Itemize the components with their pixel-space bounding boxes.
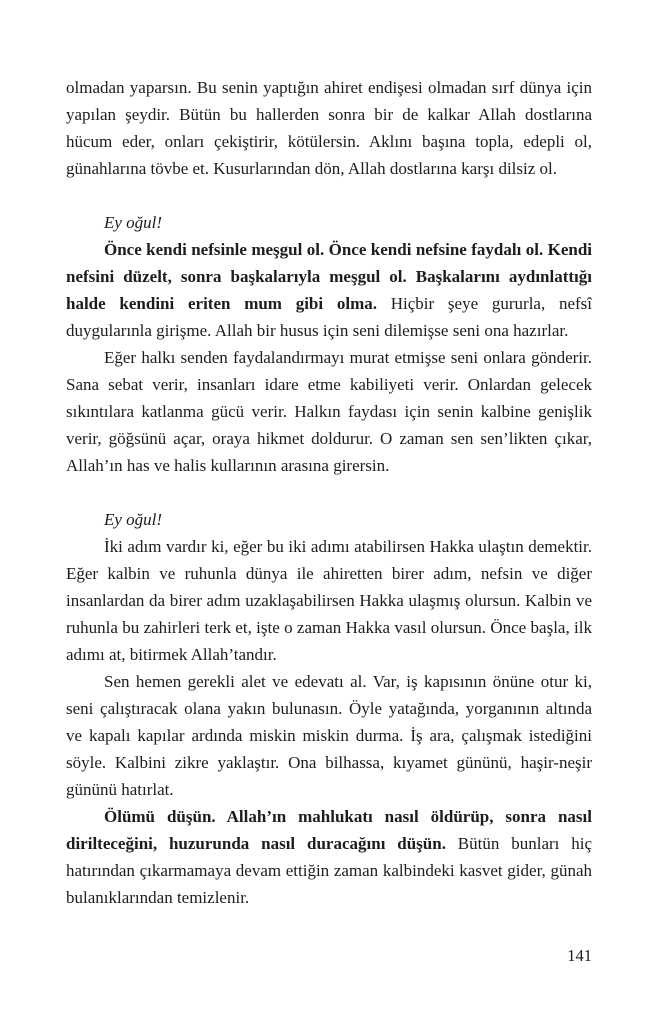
- salutation-text-1: Ey oğul!: [104, 213, 163, 232]
- paragraph-continuation: [66, 74, 592, 182]
- salutation-ey-ogul-1: [66, 209, 592, 236]
- paragraph-eger-halki: [66, 344, 592, 479]
- salutation-text-2: Ey oğul!: [104, 510, 163, 529]
- paragraph-sen-hemen-text: Sen hemen gerekli alet ve edevatı al. Var, iş kapısının önüne otur ki, seni çalıştıracak olana yakın bulunasın. Öyle yatağında, yorganının altında ve kapalı kapılar ardında miskin miskin durma. İş ara, çalışmak istediğini söyle. Kalbini zikre yaklaştır. Ona bilhassa, kıyamet gününü, haşir-neşir gününü hatırlat.: [66, 672, 592, 799]
- paragraph-once-kendi: [66, 236, 592, 344]
- paragraph-iki-adim-text: İki adım vardır ki, eğer bu iki adımı atabilirsen Hakka ulaştın demektir. Eğer kalbin ve ruhunla dünya ile ahiretten birer adım, nefsin ve diğer insanlardan da birer adım uzaklaşabilirsen Hakka ulaşmış olursun. Kalbin ve ruhunla bu zahirleri terk et, işte o zaman Hakka vasıl olursun. Önce başla, ilk adımı at, bitirmek Allah’tandır.: [66, 537, 592, 664]
- paragraph-eger-halki-text: Eğer halkı senden faydalandırmayı murat etmişse seni onlara gönderir. Sana sebat verir, insanları idare etme kabiliyeti verir. Onlardan gelecek sıkıntılara katlanma gücü verir. Halkın faydası için senin kalbine genişlik verir, göğsünü açar, oraya hikmet doldurur. O zaman sen sen’likten çıkar, Allah’ın has ve halis kullarının arasına girersin.: [66, 348, 592, 475]
- paragraph-olumu-dusun-bold: Ölümü düşün. Allah’ın mahlukatı nasıl öldürüp, sonra nasıl dirilteceğini, huzurunda nasıl duracağını düşün.: [66, 807, 592, 853]
- salutation-ey-ogul-2: [66, 506, 592, 533]
- paragraph-once-kendi-rest: Hiçbir şeye gururla, nefsî duygularınla girişme. Allah bir husus için seni dilemişse seni ona hazırlar.: [66, 294, 592, 340]
- paragraph-iki-adim: [66, 533, 592, 668]
- paragraph-once-kendi-bold: Önce kendi nefsinle meşgul ol. Önce kendi nefsine faydalı ol. Kendi nefsini düzelt, sonra başkalarıyla meşgul ol. Başkalarını aydınlattığı halde kendini eriten mum gibi olma.: [66, 240, 592, 313]
- paragraph-sen-hemen: [66, 668, 592, 803]
- paragraph-continuation-text: olmadan yaparsın. Bu senin yaptığın ahiret endişesi olmadan sırf dünya için yapılan şeydir. Bütün bu hallerden sonra bir de kalkar Allah dostlarına hücum eder, onları çekiştirir, kötülersin. Aklını başına topla, edepli ol, günahlarına tövbe et. Kusurlarından dön, Allah dostlarına karşı dilsiz ol.: [66, 78, 592, 178]
- paragraph-olumu-dusun: [66, 803, 592, 911]
- paragraph-olumu-dusun-rest: Bütün bunları hiç hatırından çıkarmamaya devam ettiğin zaman kalbindeki kasvet gider, günah bulanıklarından temizlenir.: [66, 834, 592, 907]
- page-number: 141: [567, 946, 592, 965]
